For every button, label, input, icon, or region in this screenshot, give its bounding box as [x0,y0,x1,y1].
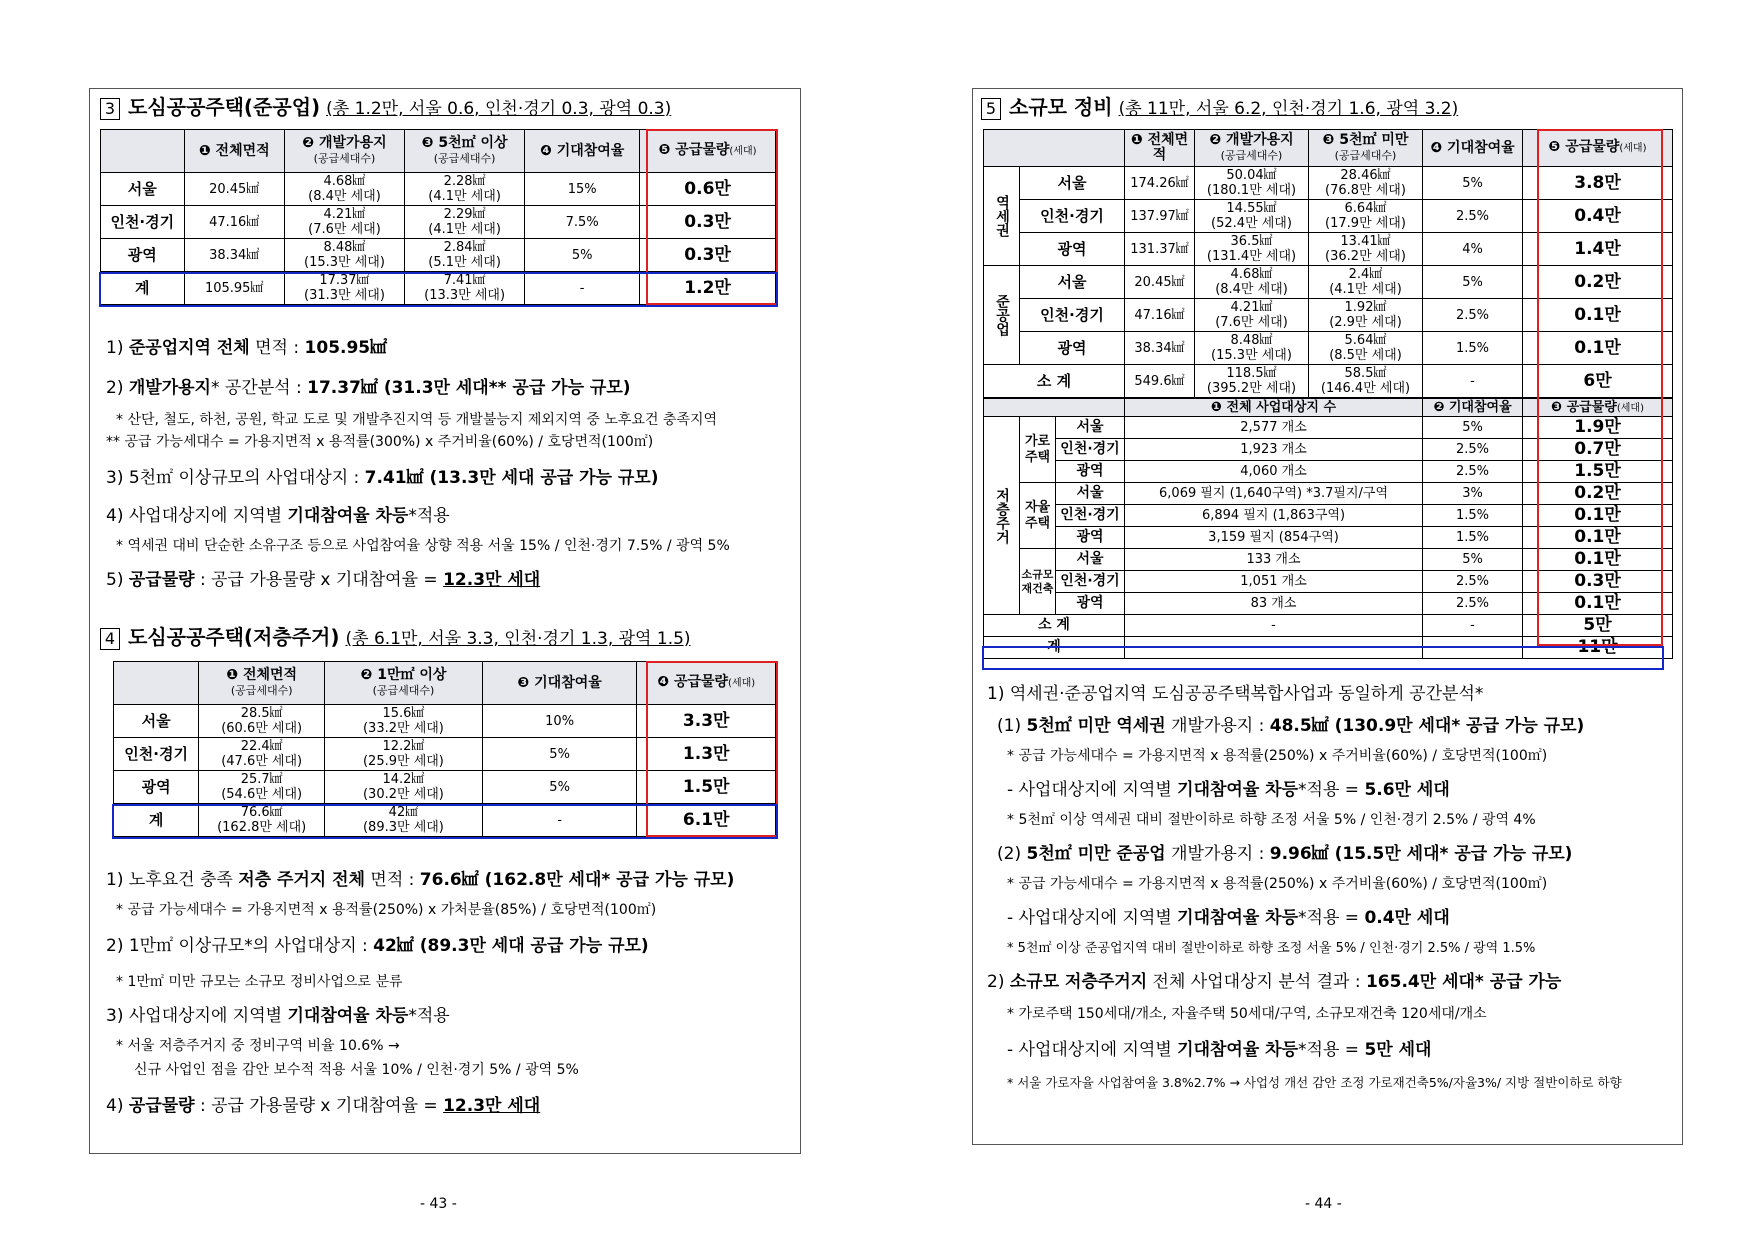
s4-line-2: 2) 1만㎡ 이상규모*의 사업대상지 : 42㎢ (89.3만 세대 공급 가능 규모) [106,936,649,956]
table-total-row: 계 - - 11만 [984,637,1673,659]
table-row: 인천·경기 6,894 필지 (1,863구역) 1.5% 0.1만 [984,505,1673,527]
group-label: 저층주거 [984,417,1020,615]
table-row: 자율주택 서울 6,069 필지 (1,640구역) *3.7필지/구역 3% 0.2만 [984,483,1673,505]
table-row: 인천·경기 47.16㎢ 4.21㎢ (7.6만 세대) 1.92㎢ (2.9만 세대) 2.5% 0.1만 [984,299,1673,332]
table-row: 광역 38.34㎢ 8.48㎢ (15.3만 세대) 2.84㎢ (5.1만 세대) 5% 0.3만 [101,239,776,272]
table-s5-bottom [983,398,1673,659]
header-supply: ❸ 공급물량(세대) [1523,399,1673,417]
page-44 [972,88,1683,1145]
table-s5-top [983,129,1673,398]
header-expected-rate: ❹ 기대참여율 [1423,130,1523,167]
table-row: 광역 4,060 개소 2.5% 1.5만 [984,461,1673,483]
table-row: 인천·경기 137.97㎢ 14.55㎢ (52.4만 세대) 6.64㎢ (17.9만 세대) 2.5% 0.4만 [984,200,1673,233]
table-row: 광역 3,159 필지 (854구역) 1.5% 0.1만 [984,527,1673,549]
header-supply: ❺ 공급물량(세대) [640,130,776,173]
table-row: 인천·경기 1,051 개소 2.5% 0.3만 [984,571,1673,593]
header-blank [101,130,185,173]
section-number: 3 [100,98,120,120]
s5-line-1: 1) 역세권·준공업지역 도심공공주택복합사업과 동일하게 공간분석* [987,684,1484,704]
header-5k-over: ❸ 5천㎡ 이상 (공급세대수) [405,130,525,173]
section-title: 도심공공주택(준공업) [128,95,321,119]
s3-line-3: 3) 5천㎡ 이상규모의 사업대상지 : 7.41㎢ (13.3만 세대 공급 가능 규모) [106,468,659,488]
s5-line-4: - 사업대상지에 지역별 기대참여율 차등*적용 = 5만 세대 [1007,1040,1432,1060]
header-supply: ❺ 공급물량(세대) [1523,130,1673,167]
group-label: 준공업 [984,266,1020,365]
table-total-row: 계 105.95㎢ 17.37㎢ (31.3만 세대) 7.41㎢ (13.3만 세대) - 1.2만 [101,272,776,305]
s4-line-1: 1) 노후요건 충족 저층 주거지 전체 면적 : 76.6㎢ (162.8만 세대* 공급 가능 규모) [106,870,735,890]
header-supply: ❹ 공급물량(세대) [637,662,776,705]
s3-line-2: 2) 개발가용지* 공간분석 : 17.37㎢ (31.3만 세대** 공급 가능 규모) [106,378,631,398]
s4-note-1: * 공급 가능세대수 = 가용지면적 x 용적률(250%) x 가처분율(85%) / 호당면적(100㎡) [116,902,657,918]
s3-line-5: 5) 공급물량 : 공급 가용물량 x 기대참여율 = 12.3만 세대 [106,570,541,590]
table-row: 서울 28.5㎢ (60.6만 세대) 15.6㎢ (33.2만 세대) 10% 3.3만 [114,705,776,738]
table-row: 서울 20.45㎢ 4.68㎢ (8.4만 세대) 2.28㎢ (4.1만 세대) 15% 0.6만 [101,173,776,206]
header-expected-rate: ❸ 기대참여율 [482,662,637,705]
subgroup-label: 가로주택 [1020,417,1056,483]
section-summary: (총 11만, 서울 6.2, 인천·경기 1.6, 광역 3.2) [1118,99,1459,119]
section-title: 소규모 정비 [1009,95,1113,119]
header-10k-over: ❷ 1만㎡ 이상 (공급세대수) [325,662,483,705]
s3-line-1: 1) 준공업지역 전체 면적 : 105.95㎢ [106,338,388,358]
s5-line-3: 2) 소규모 저층주거지 전체 사업대상지 분석 결과 : 165.4만 세대* 공급 가능 [987,972,1562,992]
s3-note-2a: * 산단, 철도, 하천, 공원, 학교 도로 및 개발추진지역 등 개발불능지 제외지역 중 노후요건 충족지역 [116,412,718,428]
header-blank [114,662,199,705]
table-subtotal-row: 소 계 - - 5만 [984,615,1673,637]
s5-line-1-1: (1) 5천㎡ 미만 역세권 개발가용지 : 48.5㎢ (130.9만 세대* 공급 가능 규모) [997,716,1585,736]
table-s3 [100,129,776,305]
s4-note-3a: * 서울 저층주거지 중 정비구역 비율 10.6% → [116,1038,400,1054]
table-row: 광역 131.37㎢ 36.5㎢ (131.4만 세대) 13.41㎢ (36.2만 세대) 4% 1.4만 [984,233,1673,266]
header-expected-rate: ❷ 기대참여율 [1423,399,1523,417]
table-row: 저층주거 가로주택 서울 2,577 개소 5% 1.9만 [984,417,1673,439]
group-label: 역세권 [984,167,1020,266]
section-number: 4 [100,628,120,650]
s3-note-2b: ** 공급 가능세대수 = 가용지면적 x 용적률(300%) x 주거비율(60%) / 호당면적(100㎡) [106,434,654,450]
section-summary: (총 1.2만, 서울 0.6, 인천·경기 0.3, 광역 0.3) [326,99,672,119]
s3-line-4: 4) 사업대상지에 지역별 기대참여율 차등*적용 [106,506,450,526]
header-total-area: ❶ 전체면적 (공급세대수) [199,662,325,705]
s3-note-4: * 역세권 대비 단순한 소유구조 등으로 사업참여율 상향 적용 서울 15% / 인천·경기 7.5% / 광역 5% [116,538,730,554]
table-total-row: 계 76.6㎢ (162.8만 세대) 42㎢ (89.3만 세대) - 6.1만 [114,804,776,837]
table-subtotal-row: 소 계 549.6㎢ 118.5㎢ (395.2만 세대) 58.5㎢ (146.4만 세대) - 6만 [984,365,1673,398]
table-row: 인천·경기 22.4㎢ (47.6만 세대) 12.2㎢ (25.9만 세대) 5% 1.3만 [114,738,776,771]
section-5-heading [981,91,1458,120]
page-number: - 44 - [1305,1196,1342,1212]
header-blank [984,130,1125,167]
header-total-area: ❶ 전체면적 [1125,130,1195,167]
s5-note-4: * 서울 가로자율 사업참여율 3.8%2.7% → 사업성 개선 감안 조정 가로재건축5%/자율3%/ 지방 절반이하로 하향 [1007,1075,1622,1090]
section-number: 5 [981,98,1001,120]
header-site-count: ❶ 전체 사업대상지 수 [1125,399,1423,417]
s5-note-3: * 가로주택 150세대/개소, 자율주택 50세대/구역, 소규모재건축 120세대/개소 [1007,1006,1487,1022]
header-blank [984,399,1125,417]
s5-note-1-2: * 5천㎡ 이상 역세권 대비 절반이하로 하향 조정 서울 5% / 인천·경기 2.5% / 광역 4% [1007,812,1536,828]
s4-line-3: 3) 사업대상지에 지역별 기대참여율 차등*적용 [106,1006,450,1026]
table-row: 역세권 서울 174.26㎢ 50.04㎢ (180.1만 세대) 28.46㎢ (76.8만 세대) 5% 3.8만 [984,167,1673,200]
header-developable: ❷ 개발가용지 (공급세대수) [1195,130,1309,167]
table-row: 인천·경기 47.16㎢ 4.21㎢ (7.6만 세대) 2.29㎢ (4.1만 세대) 7.5% 0.3만 [101,206,776,239]
s5-line-2-2: - 사업대상지에 지역별 기대참여율 차등*적용 = 0.4만 세대 [1007,908,1450,928]
section-4-heading [100,621,691,650]
table-row: 소규모재건축 서울 133 개소 5% 0.1만 [984,549,1673,571]
s4-note-2: * 1만㎡ 미만 규모는 소규모 정비사업으로 분류 [116,974,403,990]
subgroup-label: 자율주택 [1020,483,1056,549]
s5-note-2-2: * 5천㎡ 이상 준공업지역 대비 절반이하로 하향 조정 서울 5% / 인천·경기 2.5% / 광역 1.5% [1007,941,1536,956]
table-row: 광역 83 개소 2.5% 0.1만 [984,593,1673,615]
table-row: 인천·경기 1,923 개소 2.5% 0.7만 [984,439,1673,461]
table-s4 [113,661,776,837]
header-expected-rate: ❹ 기대참여율 [525,130,640,173]
s4-note-3b: 신규 사업인 점을 감안 보수적 적용 서울 10% / 인천·경기 5% / 광역 5% [134,1062,579,1078]
s5-note-1-1: * 공급 가능세대수 = 가용지면적 x 용적률(250%) x 주거비율(60%) / 호당면적(100㎡) [1007,748,1548,764]
table-row: 광역 25.7㎢ (54.6만 세대) 14.2㎢ (30.2만 세대) 5% 1.5만 [114,771,776,804]
subgroup-label: 소규모재건축 [1020,549,1056,615]
page-43 [89,88,801,1154]
s5-line-1-2: - 사업대상지에 지역별 기대참여율 차등*적용 = 5.6만 세대 [1007,780,1450,800]
s4-line-4: 4) 공급물량 : 공급 가용물량 x 기대참여율 = 12.3만 세대 [106,1096,541,1116]
s5-note-2-1: * 공급 가능세대수 = 가용지면적 x 용적률(250%) x 주거비율(60%) / 호당면적(100㎡) [1007,876,1548,892]
page-number: - 43 - [420,1196,457,1212]
header-5k-under: ❸ 5천㎡ 미만 (공급세대수) [1309,130,1423,167]
table-row: 준공업 서울 20.45㎢ 4.68㎢ (8.4만 세대) 2.4㎢ (4.1만 세대) 5% 0.2만 [984,266,1673,299]
s5-line-2-1: (2) 5천㎡ 미만 준공업 개발가용지 : 9.96㎢ (15.5만 세대* 공급 가능 규모) [997,844,1573,864]
header-developable: ❷ 개발가용지 (공급세대수) [284,130,404,173]
section-3-heading [100,91,671,120]
section-title: 도심공공주택(저층주거) [128,625,340,649]
table-row: 광역 38.34㎢ 8.48㎢ (15.3만 세대) 5.64㎢ (8.5만 세대) 1.5% 0.1만 [984,332,1673,365]
header-total-area: ❶ 전체면적 [184,130,284,173]
section-summary: (총 6.1만, 서울 3.3, 인천·경기 1.3, 광역 1.5) [345,629,691,649]
